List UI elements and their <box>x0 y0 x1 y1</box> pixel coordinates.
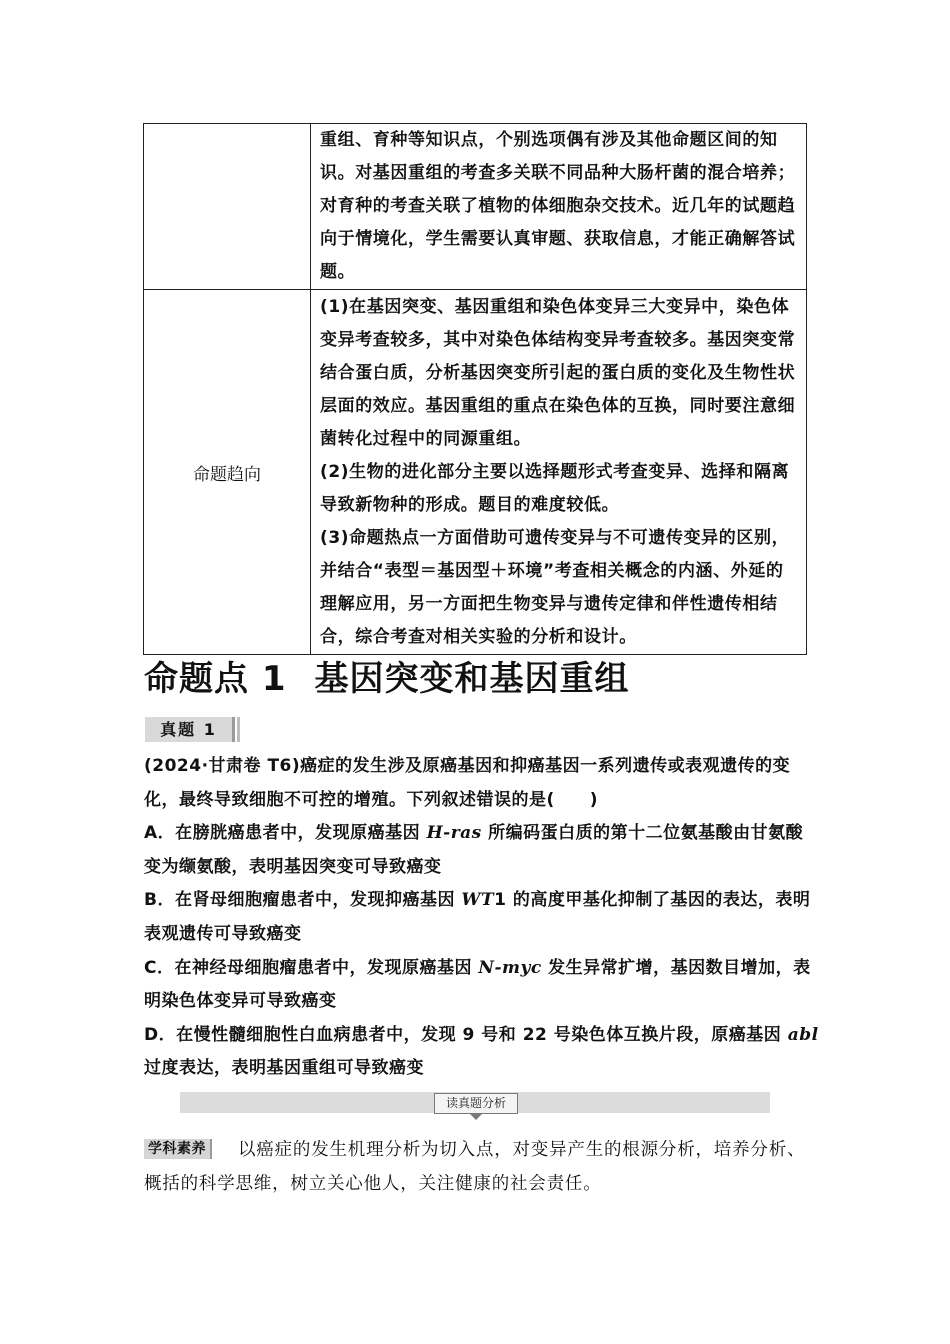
option-a <box>144 817 820 884</box>
literacy-label: 学科素养 <box>144 1139 212 1159</box>
analysis-tag: 读真题分析 <box>434 1093 518 1114</box>
option-a-pre: A．在膀胱癌患者中，发现原癌基因 <box>144 823 427 844</box>
trend-item-1: (1)在基因突变、基因重组和染色体变异三大变异中，染色体变异考查较多，其中对染色体结构变异考查较多。基因突变常结合蛋白质，分析基因突变所引起的蛋白质的变化及生物性状层面的效应。基因重组的重点在染色体的互换，同时要注意细菌转化过程中的同源重组。 <box>320 296 796 449</box>
trend-item-3: (3)命题热点一方面借助可遗传变异与不可遗传变异的区别，并结合“表型＝基因型＋环境”考查相关概念的内涵、外延的理解应用，另一方面把生物变异与遗传定律和伴性遗传相结合，综合考查对相关实验的分析和设计。 <box>320 527 790 647</box>
option-d <box>144 1019 820 1086</box>
option-b <box>144 884 820 951</box>
real-question-badge: 真题 1 <box>145 717 235 742</box>
literacy-paragraph <box>144 1133 818 1201</box>
option-d-post: 过度表达，表明基因重组可导致癌变 <box>144 1058 424 1079</box>
option-a-post: 所编码蛋白质的第十二位氨基酸由甘氨酸变为缬氨酸，表明基因突变可导致癌变 <box>144 823 804 877</box>
gene-name: H-ras <box>426 823 482 844</box>
option-c-post: 发生异常扩增，基因数目增加，表明染色体变异可导致癌变 <box>144 957 811 1012</box>
row-content <box>311 290 807 655</box>
section-number: 命题点 1 <box>144 659 287 699</box>
gene-name: abl <box>787 1024 819 1045</box>
row-content-text: 重组、育种等知识点，个别选项偶有涉及其他命题区间的知识。对基因重组的考查多关联不同品种大肠杆菌的混合培养；对育种的考查关联了植物的体细胞杂交技术。近几年的试题趋向于情境化，学生需要认真审题、获取信息，才能正确解答试题。 <box>320 130 796 282</box>
option-b-post: 的高度甲基化抑制了基因的表达，表明表观遗传可导致癌变 <box>144 890 811 944</box>
question-block <box>144 750 820 1086</box>
gene-name: N-myc <box>478 957 542 978</box>
gene-name: WT <box>461 890 495 911</box>
row-label <box>144 124 311 290</box>
question-stem <box>144 750 820 817</box>
section-heading <box>144 651 630 700</box>
trend-item-2: (2)生物的进化部分主要以选择题形式考查变异、选择和隔离导致新物种的形成。题目的难度较低。 <box>320 461 790 515</box>
question-stem-text: 癌症的发生涉及原癌基因和抑癌基因一系列遗传或表观遗传的变化，最终导致细胞不可控的增殖。下列叙述错误的是( ) <box>144 756 791 810</box>
option-c <box>144 952 820 1019</box>
down-arrow-icon <box>469 1113 483 1120</box>
question-source: (2024·甘肃卷 T6) <box>144 756 301 776</box>
row-content <box>311 124 807 290</box>
literacy-text: 以癌症的发生机理分析为切入点，对变异产生的根源分析，培养分析、概括的科学思维，树立关心他人，关注健康的社会责任。 <box>144 1140 806 1194</box>
table-row <box>144 290 807 655</box>
option-c-pre: C．在神经母细胞瘤患者中，发现原癌基因 <box>144 957 479 978</box>
exam-analysis-table <box>143 123 807 655</box>
gene-suffix: 1 <box>494 890 507 911</box>
option-d-pre: D．在慢性髓细胞性白血病患者中，发现 9 号和 22 号染色体互换片段，原癌基因 <box>144 1024 788 1045</box>
row-label-trend: 命题趋向 <box>144 290 311 655</box>
table-row <box>144 124 807 290</box>
option-b-pre: B．在肾母细胞瘤患者中，发现抑癌基因 <box>144 890 462 911</box>
section-title-text: 基因突变和基因重组 <box>314 659 630 699</box>
